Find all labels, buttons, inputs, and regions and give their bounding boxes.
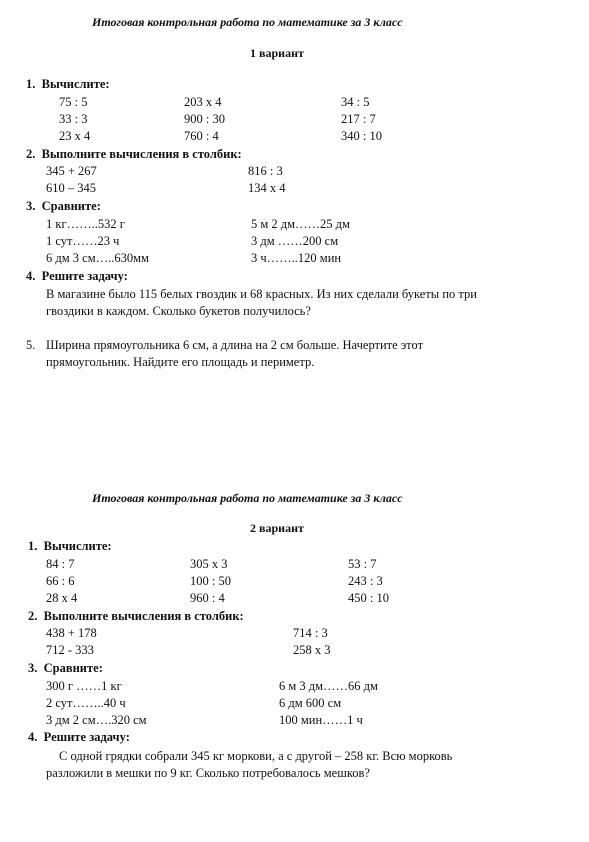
task-1-heading <box>26 78 110 91</box>
comparison: 300 г ……1 кг <box>46 679 122 693</box>
expression: 33 : 3 <box>59 112 88 126</box>
problem-text: прямоугольник. Найдите его площадь и периметр. <box>46 355 315 369</box>
comparison: 100 мин……1 ч <box>279 713 363 727</box>
expression: 438 + 178 <box>46 626 97 640</box>
task-number: 4. <box>26 269 36 283</box>
task-title: Выполните вычисления в столбик: <box>41 147 242 161</box>
comparison: 1 кг……..532 г <box>46 217 125 231</box>
task-title: Сравните: <box>43 661 103 675</box>
expression: 305 х 3 <box>190 557 228 571</box>
page-title: Итоговая контрольная работа по математике за 3 класс <box>92 491 403 505</box>
problem-text: В магазине было 115 белых гвоздик и 68 красных. Из них сделали букеты по три <box>46 287 477 301</box>
problem-text: С одной грядки собрали 345 кг моркови, а с другой – 258 кг. Всю морковь <box>59 749 453 763</box>
task-1-heading <box>28 540 112 553</box>
expression: 340 : 10 <box>341 129 382 143</box>
problem-text: Ширина прямоугольника 6 см, а длина на 2 см больше. Начертите этот <box>46 338 424 352</box>
expression: 712 - 333 <box>46 643 94 657</box>
expression: 28 х 4 <box>46 591 78 605</box>
comparison: 3 ч……..120 мин <box>251 251 342 265</box>
task-number: 3. <box>26 199 36 213</box>
task-title: Выполните вычисления в столбик: <box>43 609 244 623</box>
task-title: Решите задачу: <box>43 730 130 744</box>
task-number: 1. <box>26 77 36 91</box>
page-title: Итоговая контрольная работа по математике за 3 класс <box>92 15 403 29</box>
expression: 258 х 3 <box>293 643 331 657</box>
task-number: 2. <box>28 609 38 623</box>
expression: 84 : 7 <box>46 557 75 571</box>
task-5-number: 5. <box>26 338 36 352</box>
expression: 610 – 345 <box>46 181 96 195</box>
task-3-heading <box>26 200 101 213</box>
task-4-heading <box>26 270 128 283</box>
comparison: 6 дм 600 см <box>279 696 342 710</box>
task-number: 2. <box>26 147 36 161</box>
expression: 960 : 4 <box>190 591 225 605</box>
expression: 53 : 7 <box>348 557 377 571</box>
expression: 203 х 4 <box>184 95 222 109</box>
expression: 760 : 4 <box>184 129 219 143</box>
task-title: Сравните: <box>41 199 101 213</box>
expression: 23 х 4 <box>59 129 91 143</box>
expression: 34 : 5 <box>341 95 370 109</box>
variant-heading: 1 вариант <box>250 46 304 60</box>
expression: 100 : 50 <box>190 574 231 588</box>
expression: 816 : 3 <box>248 164 283 178</box>
comparison: 6 дм 3 см…..630мм <box>46 251 149 265</box>
task-2-heading <box>28 610 244 623</box>
task-number: 1. <box>28 539 38 553</box>
expression: 345 + 267 <box>46 164 97 178</box>
expression: 450 : 10 <box>348 591 389 605</box>
task-2-heading <box>26 148 242 161</box>
variant-heading: 2 вариант <box>250 521 304 535</box>
expression: 134 х 4 <box>248 181 286 195</box>
comparison: 3 дм ……200 см <box>251 234 339 248</box>
task-title: Вычислите: <box>43 539 112 553</box>
expression: 243 : 3 <box>348 574 383 588</box>
task-4-heading <box>28 731 130 744</box>
expression: 217 : 7 <box>341 112 376 126</box>
task-3-heading <box>28 662 103 675</box>
expression: 714 : 3 <box>293 626 328 640</box>
expression: 900 : 30 <box>184 112 225 126</box>
comparison: 5 м 2 дм……25 дм <box>251 217 350 231</box>
comparison: 6 м 3 дм……66 дм <box>279 679 378 693</box>
expression: 75 : 5 <box>59 95 88 109</box>
task-number: 3. <box>28 661 38 675</box>
comparison: 3 дм 2 см….320 см <box>46 713 147 727</box>
comparison: 2 сут……..40 ч <box>46 696 126 710</box>
task-title: Решите задачу: <box>41 269 128 283</box>
expression: 66 : 6 <box>46 574 75 588</box>
task-title: Вычислите: <box>41 77 110 91</box>
comparison: 1 сут……23 ч <box>46 234 120 248</box>
problem-text: разложили в мешки по 9 кг. Сколько потребовалось мешков? <box>46 766 370 780</box>
task-number: 4. <box>28 730 38 744</box>
problem-text: гвоздики в каждом. Сколько букетов получилось? <box>46 304 311 318</box>
